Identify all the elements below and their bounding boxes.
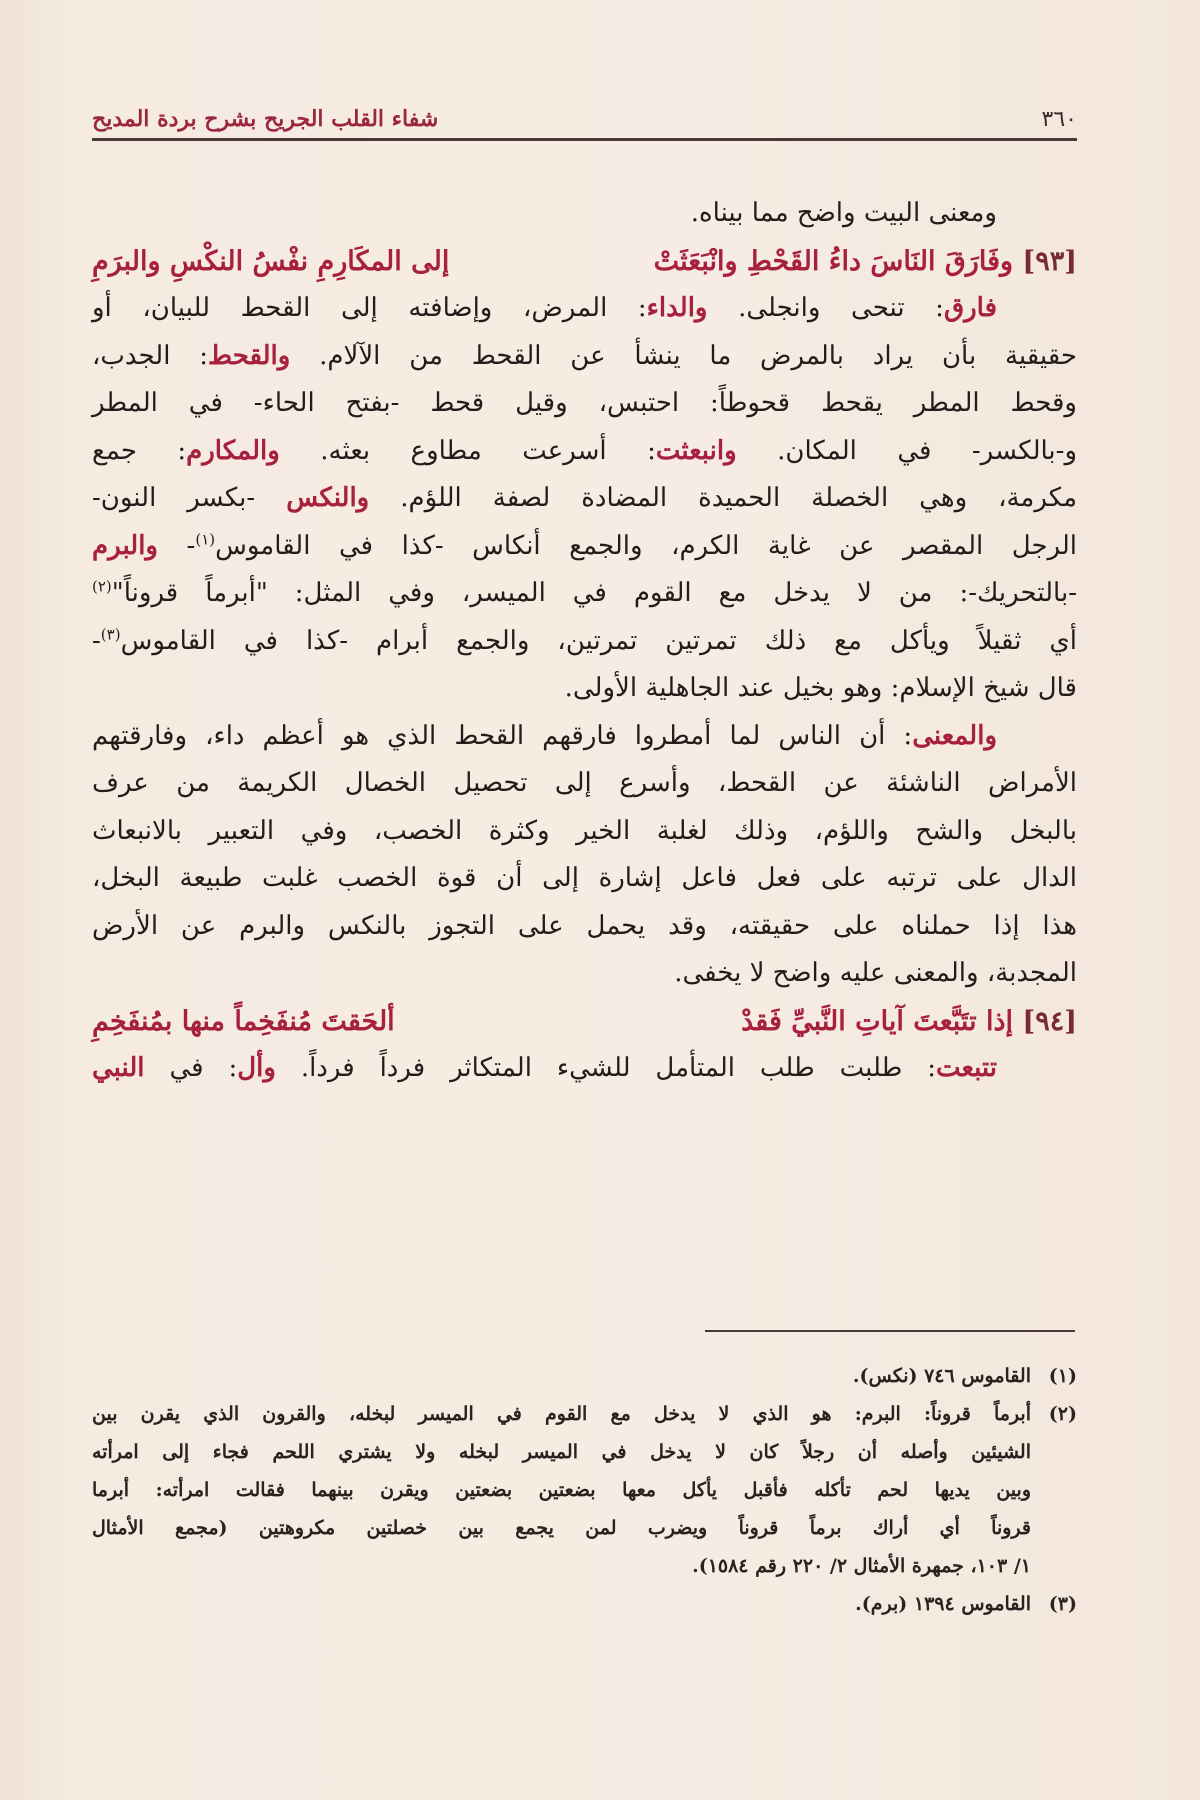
- meaning-line: [92, 713, 1077, 761]
- gloss-text: -بكسر النون-: [92, 483, 256, 513]
- gloss-text: : أسرعت مطاوع بعثه.: [320, 435, 656, 466]
- footnote-line: قروناً أي أراك برماً قروناً ويضرب لمن يجمع بين خصلتين مكروهتين (مجمع الأمثال: [92, 1517, 1031, 1539]
- gloss-text: -: [186, 530, 196, 561]
- gloss-line: قال شيخ الإسلام: وهو بخيل عند الجاهلية الأولى.: [564, 673, 1077, 703]
- gloss-line: [92, 1045, 1077, 1093]
- gloss-line: [92, 523, 1077, 571]
- footnote-2: [92, 1395, 1077, 1585]
- gloss-line: [92, 428, 1077, 476]
- verse-93-first-hemistich: [654, 238, 1077, 286]
- hemistich-text: إذا تتَبَّعتَ آياتِ النَّبيِّ فَقدْ: [741, 1005, 1014, 1037]
- gloss-text: : الجدب،: [92, 340, 209, 371]
- gloss-line: [92, 570, 1077, 618]
- gloss-text: : المرض، وإضافته إلى القحط للبيان، أو: [92, 293, 647, 323]
- verse-94: [92, 998, 1077, 1046]
- gloss-text: الرجل المقصر عن غاية الكرم، والجمع أنكاس -كذا في القاموس: [215, 530, 1078, 561]
- gloss-line: [92, 333, 1077, 381]
- gloss-text: : طلبت طلب المتأمل للشيء المتكاثر فرداً فرداً.: [300, 1053, 936, 1083]
- gloss-text: -بالتحريك-: من لا يدخل مع القوم في الميسر، وفي المثل: "أبرماً قروناً": [111, 578, 1077, 608]
- gloss-text: مكرمة، وهي الخصلة الحميدة المضادة لصفة اللؤم.: [400, 483, 1077, 513]
- gloss-text: حقيقية بأن يراد بالمرض ما ينشأ عن القحط من الآلام.: [319, 340, 1078, 371]
- footnote-ref-1[interactable]: (١): [195, 529, 216, 548]
- meaning-line: هذا إذا حملناه على حقيقته، وقد يحمل على التجوز بالنكس والبرم عن الأرض: [92, 910, 1077, 941]
- meaning-line: المجدبة، والمعنى عليه واضح لا يخفى.: [674, 958, 1077, 988]
- term-inbaathat: وانبعثت: [655, 435, 737, 466]
- page-number: ٣٦٠: [1041, 107, 1077, 132]
- meaning-line: الأمراض الناشئة عن القحط، وأسرع إلى تحصيل الخصال الكريمة من عرف: [92, 768, 1077, 798]
- gloss-text: أي ثقيلاً ويأكل مع ذلك تمرتين تمرتين، والجمع أبرام -كذا في القاموس: [120, 625, 1077, 656]
- gloss-text: -: [92, 625, 101, 656]
- intro-line: ومعنى البيت واضح مما بيناه.: [690, 198, 997, 228]
- page-header: [92, 92, 1077, 141]
- verse-number: [٩٤]: [1022, 1005, 1077, 1037]
- term-addaa: والداء: [646, 293, 708, 323]
- main-text: [92, 190, 1077, 1093]
- verse-93: [92, 238, 1077, 286]
- term-annaks: والنكس: [286, 483, 370, 513]
- footnote-line: القاموس ١٣٩٤ (برم).: [855, 1593, 1031, 1615]
- footnote-3: [92, 1585, 1077, 1623]
- term-wa-al: وأل: [237, 1053, 276, 1083]
- term-annabi: النبي: [92, 1053, 145, 1083]
- gloss-line: وقحط المطر يقحط قحوطاً: احتبس، وقيل قحط -بفتح الحاء- في المطر: [92, 388, 1077, 418]
- footnote-1: [92, 1357, 1077, 1395]
- footnote-line: القاموس ٧٤٦ (نكس).: [852, 1365, 1031, 1387]
- footnote-ref-2[interactable]: (٢): [92, 577, 112, 596]
- gloss-text: و-بالكسر- في المكان.: [777, 435, 1078, 466]
- term-almana: والمعنى: [912, 720, 997, 751]
- footnote-number: (٢): [1048, 1403, 1077, 1425]
- footnote-line: الشيئين وأصله أن رجلاً كان لا يدخل في الميسر لبخله ولا يشتري اللحم فجاء إلى امرأته: [92, 1441, 1031, 1463]
- footnote-line: أبرماً قروناً: البرم: هو الذي لا يدخل مع القوم في الميسر لبخله، والقرون الذي يقرن بين: [92, 1403, 1031, 1425]
- footnote-number: (١): [1048, 1365, 1077, 1387]
- meaning-line: الدال على ترتبه على فعل فاعل إشارة إلى أن قوة الخصب غلبت طبيعة البخل،: [92, 863, 1077, 893]
- footnote-number: (٣): [1048, 1593, 1077, 1615]
- verse-94-second-hemistich: ألحَقتَ مُنفَخِماً منها بمُنفَخِمِ: [92, 1005, 395, 1037]
- footnote-line: ١/ ١٠٣، جمهرة الأمثال ٢/ ٢٢٠ رقم ١٥٨٤).: [692, 1555, 1031, 1577]
- gloss-text: : جمع: [92, 435, 187, 466]
- gloss-text: : تنحى وانجلى.: [738, 293, 944, 323]
- gloss-text: : في: [169, 1053, 238, 1083]
- term-albaram: والبرم: [92, 530, 158, 561]
- footnote-divider: [705, 1330, 1075, 1332]
- meaning-text: : أن الناس لما أمطروا فارقهم القحط الذي هو أعظم داء، وفارقتهم: [92, 720, 913, 751]
- term-almakarim: والمكارم: [186, 435, 280, 466]
- verse-number: [٩٣]: [1022, 245, 1077, 277]
- term-fariq: فارق: [943, 293, 998, 323]
- footnote-line: وبين يديها لحم تأكله فأقبل يأكل معها بضعتين بضعتين ويقرن بينهما فقالت امرأته: أبرما: [92, 1479, 1031, 1501]
- gloss-line: [92, 285, 1077, 333]
- running-title: شفاء القلب الجريح بشرح بردة المديح: [92, 106, 439, 132]
- footnotes: [92, 1357, 1077, 1623]
- hemistich-text: وفَارَقَ النَاسَ داءُ القَحْطِ وانْبَعَثَتْ: [653, 245, 1014, 277]
- footnote-ref-3[interactable]: (٣): [100, 624, 121, 643]
- verse-93-second-hemistich: إلى المكَارِمِ نفْسُ النكْسِ والبرَمِ: [92, 245, 450, 277]
- gloss-line: [92, 618, 1077, 666]
- gloss-line: [92, 475, 1077, 523]
- meaning-line: بالبخل والشح واللؤم، وذلك لغلبة الخير وكثرة الخصب، وفي التعبير بالانبعاث: [92, 815, 1077, 846]
- term-alqaht: والقحط: [208, 340, 291, 371]
- verse-94-first-hemistich: [741, 998, 1077, 1046]
- term-tatabbaat: تتبعت: [936, 1053, 998, 1083]
